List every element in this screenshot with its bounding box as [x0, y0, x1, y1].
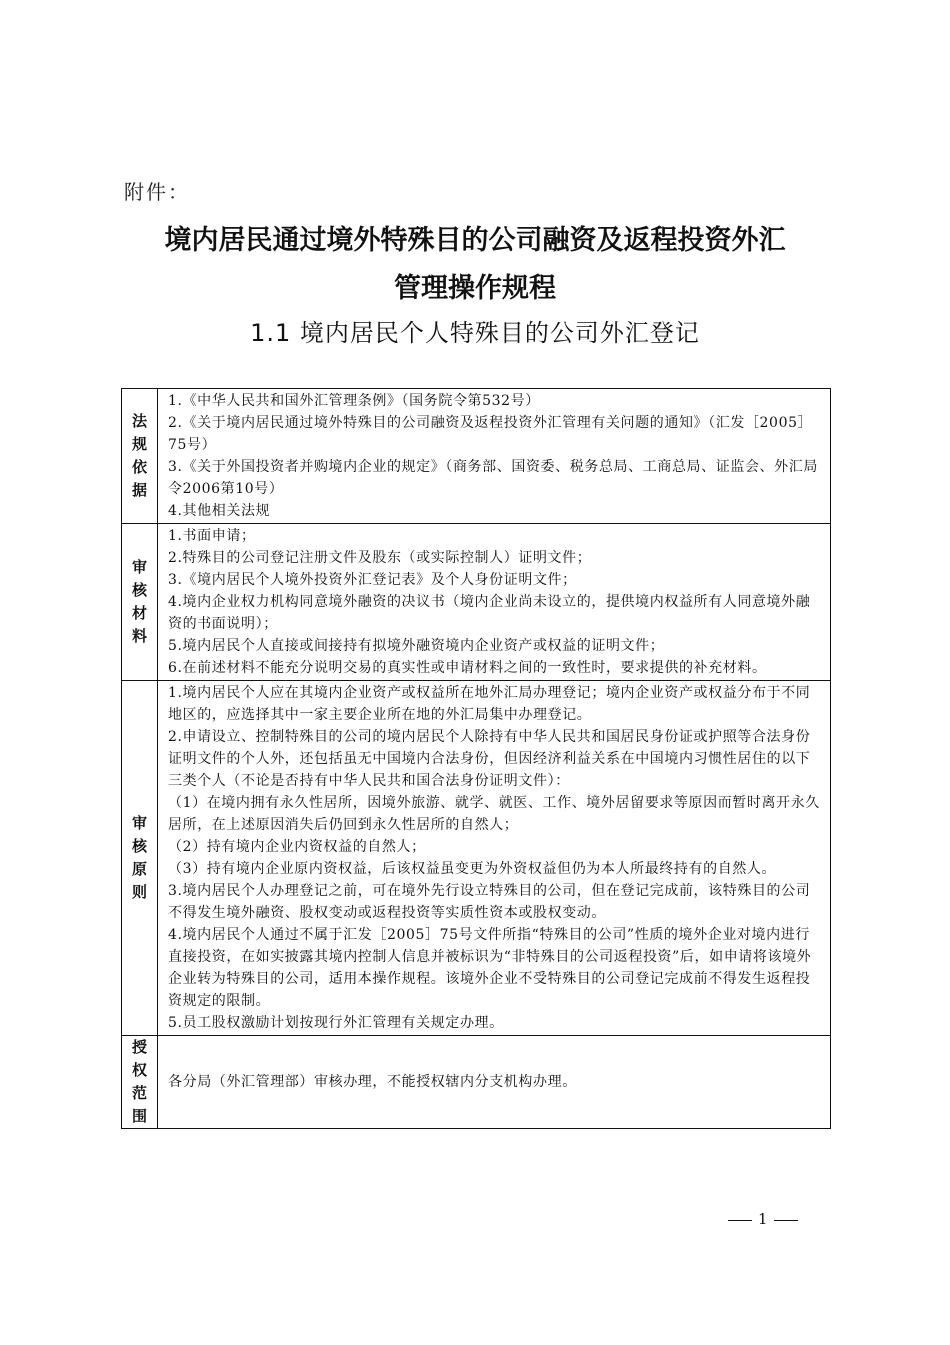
document-title-line-1: 境内居民通过境外特殊目的公司融资及返程投资外汇	[164, 225, 786, 256]
list-item: 1.书面申请；	[168, 528, 256, 544]
row-header-char: 核	[131, 837, 147, 855]
list-item: 6.在前述材料不能充分说明交易的真实性或申请材料之间的一致性时，要求提供的补充材料。	[168, 660, 767, 676]
list-item: 3.《境内居民个人境外投资外汇登记表》及个人身份证明文件；	[168, 572, 577, 588]
document-title-line-2: 管理操作规程	[394, 273, 556, 304]
row-header-char: 料	[131, 627, 147, 645]
page-footer	[722, 1210, 804, 1228]
table-row-legal-basis	[122, 389, 831, 524]
section-subtitle: 1.1 境内居民个人特殊目的公司外汇登记	[250, 319, 700, 347]
list-item: （2）持有境内企业内资权益的自然人；	[168, 839, 426, 855]
list-item: 2.特殊目的公司登记注册文件及股东（或实际控制人）证明文件；	[168, 550, 592, 566]
list-item: 3.境内居民个人办理登记之前，可在境外先行设立特殊目的公司，但在登记完成前，该特殊目的公司不得发生境外融资、股权变动或返程投资等实质性资本或股权变动。	[168, 883, 811, 921]
row-header-authorization-scope	[122, 1036, 158, 1129]
list-item: 4.境内企业权力机构同意境外融资的决议书（境内企业尚未设立的，提供境内权益所有人同意境外融资的书面说明）；	[168, 594, 811, 632]
list-item: 5.员工股权激励计划按现行外汇管理有关规定办理。	[168, 1015, 504, 1031]
row-header-legal-basis	[122, 389, 158, 524]
row-header-char: 据	[131, 481, 147, 499]
row-header-char: 依	[131, 458, 147, 476]
row-header-char: 授	[131, 1038, 147, 1056]
row-body-review-principles	[158, 681, 831, 1036]
row-header-char: 原	[131, 860, 147, 878]
list-item: 5.境内居民个人直接或间接持有拟境外融资境内企业资产或权益的证明文件；	[168, 638, 665, 654]
list-item: 4.境内居民个人通过不属于汇发［2005］75号文件所指“特殊目的公司”性质的境外企业对境内进行直接投资，在如实披露其境内控制人信息并被标识为“非特殊目的公司返程投资”后，如申请将该境外企业转为特殊目的公司，适用本操作规程。该境外企业不受特殊目的公司登记完成前不得发生返程投资规定的限制。	[168, 927, 812, 1009]
row-header-char: 核	[131, 581, 147, 599]
table-row-review-materials	[122, 524, 831, 681]
row-body-authorization-scope	[158, 1036, 831, 1129]
row-header-char: 则	[131, 883, 147, 901]
list-item: （1）在境内拥有永久性居所，因境外旅游、就学、就医、工作、境外居留要求等原因而暂时离开永久居所，在上述原因消失后仍回到永久性居所的自然人；	[168, 795, 820, 833]
list-item: 各分局（外汇管理部）审核办理，不能授权辖内分支机构办理。	[168, 1074, 577, 1090]
row-body-review-materials	[158, 524, 831, 681]
list-item: 3.《关于外国投资者并购境内企业的规定》（商务部、国资委、税务总局、工商总局、证监会、外汇局令2006第10号）	[168, 459, 818, 497]
list-item: 2.申请设立、控制特殊目的公司的境内居民个人除持有中华人民共和国居民身份证或护照等合法身份证明文件的个人外，还包括虽无中国境内合法身份，但因经济利益关系在中国境内习惯性居住的以下三类个人（不论是否持有中华人民共和国合法身份证明文件）：	[168, 729, 811, 789]
row-header-char: 材	[131, 604, 147, 622]
row-header-char: 规	[131, 435, 147, 453]
row-header-review-principles	[122, 681, 158, 1036]
list-item: （3）持有境内企业原内资权益，后该权益虽变更为外资权益但仍为本人所最终持有的自然人。	[168, 861, 777, 877]
list-item: 1.境内居民个人应在其境内企业资产或权益所在地外汇局办理登记；境内企业资产或权益分布于不同地区的，应选择其中一家主要企业所在地的外汇局集中办理登记。	[168, 685, 811, 723]
page-number: 1	[758, 1210, 768, 1228]
list-item: 2.《关于境内居民通过境外特殊目的公司融资及返程投资外汇管理有关问题的通知》（汇发［2005］75号）	[168, 415, 813, 453]
table-row-review-principles	[122, 681, 831, 1036]
row-header-char: 审	[131, 814, 147, 832]
row-header-char: 权	[131, 1061, 147, 1079]
footer-dash	[774, 1220, 798, 1221]
footer-dash	[728, 1220, 752, 1221]
regulation-table	[121, 388, 831, 1129]
row-header-char: 范	[131, 1084, 147, 1102]
row-header-char: 审	[131, 558, 147, 576]
row-header-review-materials	[122, 524, 158, 681]
list-item: 4.其他相关法规	[168, 503, 271, 519]
row-header-char: 围	[131, 1107, 147, 1125]
row-body-legal-basis	[158, 389, 831, 524]
table-row-authorization-scope	[122, 1036, 831, 1129]
row-header-char: 法	[131, 412, 147, 430]
list-item: 1.《中华人民共和国外汇管理条例》（国务院令第532号）	[168, 393, 540, 409]
attachment-label: 附件：	[124, 180, 190, 204]
